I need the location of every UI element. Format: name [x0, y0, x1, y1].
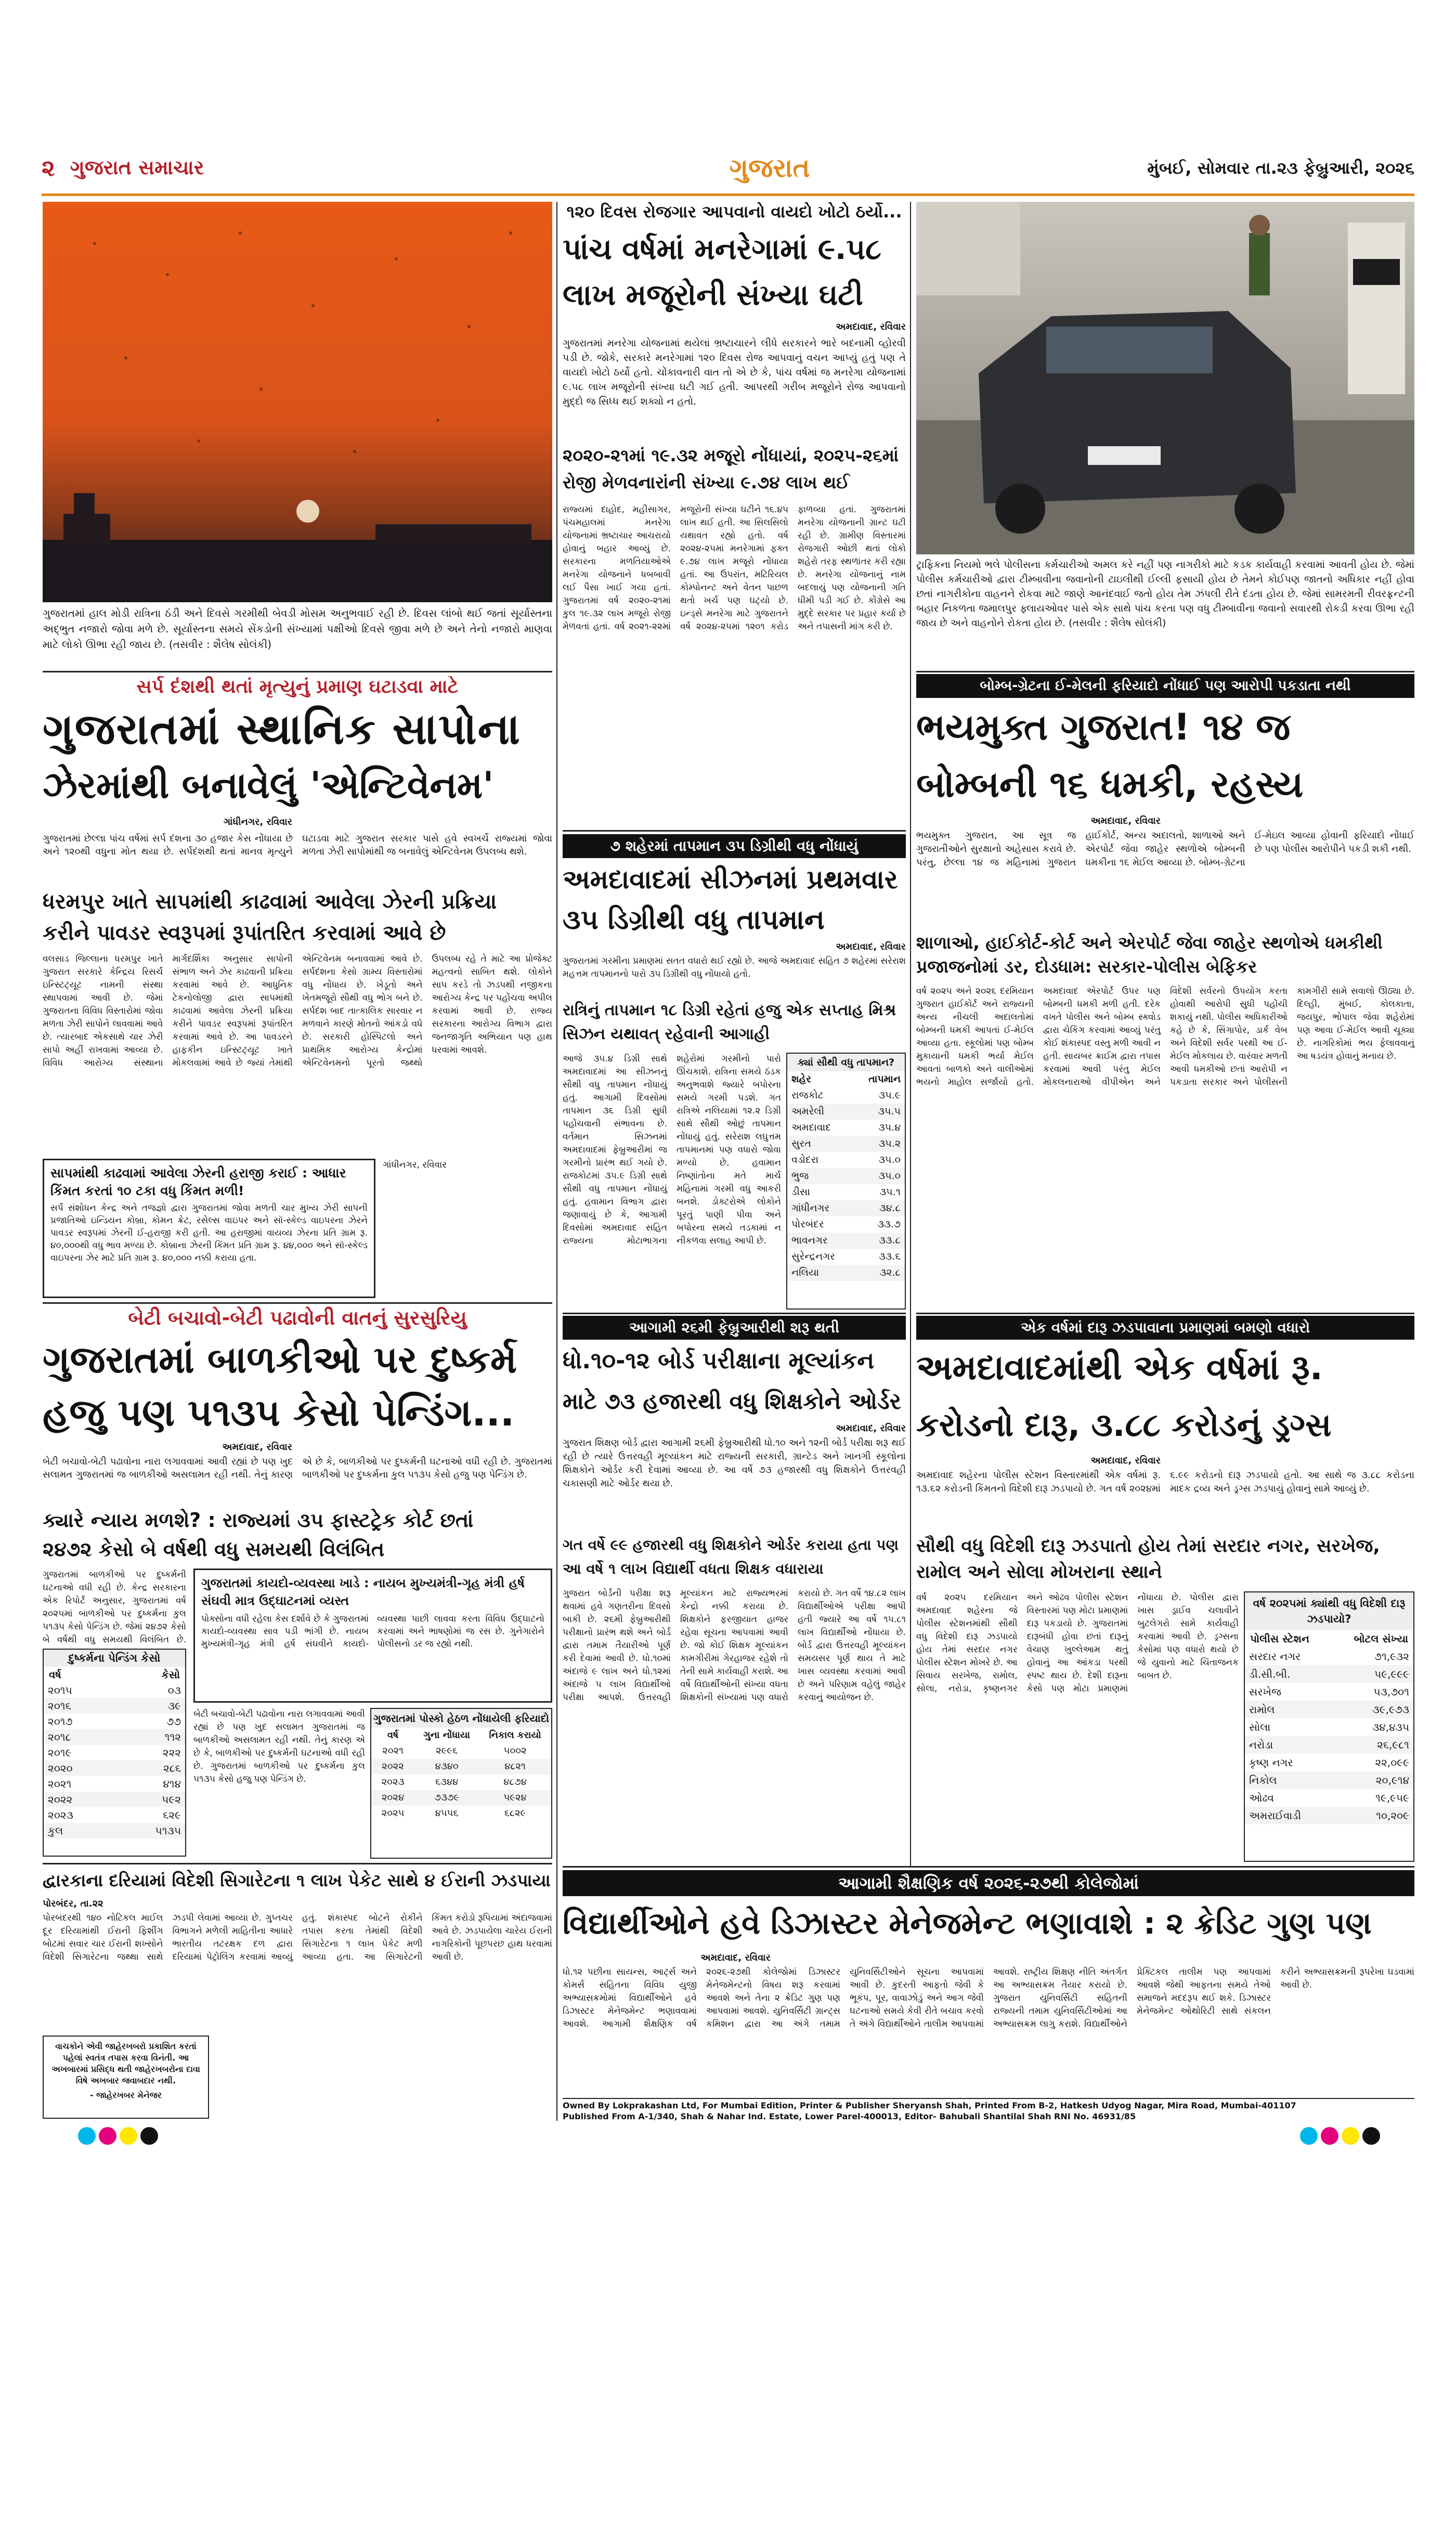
posco-row — [371, 1790, 551, 1806]
manrega-kicker: ૧૨૦ દિવસ રોજગાર આપવાનો વાયદો ખોટો ઠર્યો... — [566, 202, 902, 222]
daru-row — [1245, 1754, 1413, 1771]
pending-row-cell: ૫૯૨ — [162, 1793, 181, 1806]
section-label: ગુજરાત — [729, 153, 810, 183]
posco-row-cell: ૫૦૦૨ — [503, 1745, 527, 1756]
temp-row — [787, 1168, 905, 1184]
ad-notice-text: વાચકોને એવી જાહેરખબરો પ્રકાશિત કરતાં પહેલાં સ્વતંત્ર તપાસ કરવા વિનંતી. આ અખબારમાં પ્રસિદ્ધ થતી જાહેરખબરોના દાવા વિષે અખબાર જવાબદાર નથી. — [51, 2041, 200, 2085]
pending-row — [44, 1745, 185, 1760]
masthead — [42, 151, 1414, 192]
daru-row-cell: સોલા — [1249, 1721, 1271, 1733]
children-body: ગુજરાતમાં બાળકીઓ પર દુષ્કર્મની ઘટનાઓ વધી રહી છે. કેન્દ્ર સરકારના એક રિપોર્ટ અનુસાર, ગુજરાતમાં વર્ષ ૨૦૨૫માં બાળકીઓ પર દુષ્કર્મના કુલ ૫૧૩૫ કેસો પેન્ડિંગ છે. જેમાં ૨૪૭૨ કેસો બે વર્ષથી વધુ સમયથી વિલંબિત છે. — [43, 1570, 186, 1645]
temp-dateline: અમદાવાદ, રવિવાર — [836, 941, 906, 952]
temp-row — [787, 1104, 905, 1120]
exam-body: ગુજરાત બોર્ડની પરીક્ષા શરૂ થવામાં હવે ગણતરીના દિવસો બાકી છે. ૨૬મી ફેબ્રુઆરીથી પરીક્ષાનો પ્રારંભ થશે અને બોર્ડ દ્વારા તમામ તૈયારીઓ પૂર્ણ કરી દેવામાં આવી છે. ધો.૧૦માં અંદાજે ૯ લાખ અને ધો.૧૨માં અંદાજે ૫ લાખ વિદ્યાર્થીઓ પરીક્ષા આપશે. ઉત્તરવહી મૂલ્યાંકન માટે રાજ્યભરમાં કેન્દ્રો નક્કી કરાયા છે. શિક્ષકોને ફરજીયાત હાજર રહેવા સૂચના આપવામાં આવી છે. જો કોઈ શિક્ષક મૂલ્યાંકન કામગીરીમાં ગેરહાજર રહેશે તો તેની સામે કાર્યવાહી કરાશે. આ વર્ષે વિદ્યાર્થીઓની સંખ્યા વધતા શિક્ષકોની સંખ્યામાં પણ વધારો કરાયો છે. ગત વર્ષે ૧૪.૮૨ લાખ વિદ્યાર્થીઓએ પરીક્ષા આપી હતી જ્યારે આ વર્ષે ૧૫.૮૧ લાખ વિદ્યાર્થીઓ નોંધાયા છે. બોર્ડ દ્વારા ઉત્તરવહી મૂલ્યાંકન સમયસર પૂર્ણ થાય તે માટે ખાસ વ્યવસ્થા કરવામાં આવી છે અને પરિણામ વહેલું જાહેર કરવાનું આયોજન છે. — [563, 1588, 906, 1703]
temperature-table — [787, 1071, 905, 1281]
imprint-line-2: Published From A-1/340, Shah & Nahar Ind. Estate, Lower Parel-400013, Editor- Bahubali Shantilal Shah RNI No. 46931/85 — [563, 2111, 1136, 2121]
daru-row — [1245, 1789, 1413, 1807]
disaster-kicker: આગામી શૈક્ષણિક વર્ષ ૨૦૨૬-૨૭થી કોલેજોમાં — [563, 1870, 1414, 1896]
disaster-dateline: અમદાવાદ, રવિવાર — [700, 1952, 771, 1963]
temp-row-cell: ૩૪.૮ — [879, 1202, 901, 1214]
temp-body: આજે ૩૫.૪ ડિગ્રી સાથે અમદાવાદમાં આ સીઝનનું સૌથી વધુ તાપમાન નોંધાયું હતું. આગામી દિવસોમાં તાપમાન ૩૬ ડિગ્રી સુધી પહોંચવાની સંભાવના છે. વર્તમાન સિઝનમાં અમદાવાદમાં ફેબ્રુઆરીમાં જ ગરમીનો પ્રારંભ થઈ ગયો છે. રાજકોટમાં ૩૫.૯ ડિગ્રી સાથે સૌથી વધુ તાપમાન નોંધાયું હતું. હવામાન વિભાગ દ્વારા જણાવાયું છે કે, આગામી દિવસોમાં અમદાવાદ સહિત રાજ્યના મોટાભાગના શહેરોમાં ગરમીનો પારો ઊંચકાશે. રાત્રિના સમયે ઠંડક અનુભવાશે જ્યારે બપોરના સમયે ગરમી પડશે. ગત રાત્રિએ નલિયામાં ૧૨.૨ ડિગ્રી સાથે સૌથી ઓછું તાપમાન નોંધાયું હતું. સરેરાશ લઘુત્તમ તાપમાનમાં પણ વધારો જોવા મળ્યો છે. હવામાન નિષ્ણાંતોના મતે માર્ચ મહિનામાં ગરમી વધુ આકરી બનશે. ડોક્ટરોએ લોકોને પૂરતું પાણી પીવા અને બપોરના સમયે તડકામાં ન નીકળવા સલાહ આપી છે. — [563, 1054, 781, 1246]
children-lead: બેટી બચાવો-બેટી પઢાવોના નારા લગાવવામાં આવી રહ્યાં છે પણ ખુદ સલામત ગુજરાતમાં જ બાળકીઓ અસલામત રહી નથી. તેનું કારણ એ છે કે, બાળકીઓ પર દુષ્કર્મની ઘટનાઓ વધી રહી છે. ગુજરાતમાં બાળકીઓ પર દુષ્કર્મના કુલ ૫૧૩૫ કેસો હજુ પણ પેન્ડિંગ છે. — [43, 1456, 552, 1480]
posco-row — [371, 1774, 551, 1790]
posco-table — [371, 1728, 551, 1821]
posco-row-cell: ૭૩૭૯ — [434, 1792, 459, 1803]
temp-subhead: રાત્રિનું તાપમાન ૧૮ ડિગ્રી રહેતાં હજુ એક સપ્તાહ મિશ્ર સિઝન યથાવત્ રહેવાની આગાહી — [563, 1001, 896, 1043]
registration-mark — [99, 2127, 116, 2145]
posco-row-cell: ૨૦૨૪ — [381, 1792, 405, 1803]
dateline: મુંબઈ, સોમવાર તા.૨૩ ફેબ્રુઆરી, ૨૦૨૬ — [1147, 158, 1414, 178]
children-kicker: બેટી બચાવો-બેટી પઢાવોની વાતનું સુરસુરિયુ — [128, 1306, 467, 1329]
divider — [563, 1866, 1414, 1868]
imprint-line-1: Owned By Lokprakashan Ltd, For Mumbai Edition, Printer & Publisher Sheryansh Shah, Printed From B-2, Hatkesh Udyog Nagar, Mira Road, Mumbai-401107 — [563, 2101, 1296, 2110]
snake-headline-1: ગુજરાતમાં સ્થાનિક સાપોના — [43, 705, 521, 754]
daru-row-cell: કૃષ્ણ નગર — [1249, 1756, 1293, 1769]
daru-row-cell: નરોડા — [1249, 1739, 1273, 1751]
temp-row-cell: અમદાવાદ — [791, 1122, 831, 1133]
children-body-2: બેટી બચાવો-બેટી પઢાવોના નારા લગાવવામાં આવી રહ્યાં છે પણ ખુદ સલામત ગુજરાતમાં જ બાળકીઓ અસલામત રહી નથી. તેનું કારણ એ છે કે, બાળકીઓ પર દુષ્કર્મની ઘટનાઓ વધી રહી છે. ગુજરાતમાં બાળકીઓ પર દુષ્કર્મના કુલ ૫૧૩૫ કેસો હજુ પણ પેન્ડિંગ છે. — [193, 1709, 365, 1784]
posco-col-year: વર્ષ — [387, 1730, 399, 1741]
daru-row — [1245, 1736, 1413, 1754]
law-order-box — [193, 1569, 552, 1703]
pending-row-cell: ૨૦૨૦ — [48, 1762, 73, 1774]
pending-row — [44, 1714, 185, 1729]
posco-row-cell: ૬૮૨૯ — [504, 1808, 526, 1819]
venom-box-title: સાપમાંથી કાઢવામાં આવેલા ઝેરની હરાજી કરાઈ : આધાર કિંમત કરતાં ૧૦ ટકા વધુ કિંમત મળી! — [50, 1165, 346, 1198]
daru-row-cell: ૨૬,૯૮૧ — [1377, 1739, 1409, 1751]
pending-cases-table — [44, 1667, 185, 1838]
posco-title: ગુજરાતમાં પોસ્કો હેઠળ નોંધાયેલી ફરિયાદો — [371, 1709, 551, 1728]
disaster-body: ધો.૧૨ પછીના સાયન્સ, આર્ટ્સ અને કોમર્સ સહિતના વિવિધ યુજી અભ્યાસક્રમોમાં વિદ્યાર્થીઓને હવે ડિઝાસ્ટર મેનેજમેન્ટ ભણાવવામાં આવશે. આગામી શૈક્ષણિક વર્ષ ૨૦૨૬-૨૭થી કોલેજોમાં ડિઝાસ્ટર મેનેજમેન્ટનો વિષય શરૂ કરવામાં આવશે અને તેના ૨ ક્રેડિટ ગુણ પણ આપવામાં આવશે. યુનિવર્સિટી ગ્રાન્ટ્સ કમિશન દ્વારા આ અંગે તમામ યુનિવર્સિટીઓને સૂચના આપવામાં આવી છે. કુદરતી આફતો જેવી કે ભૂકંપ, પૂર, વાવાઝોડું અને આગ જેવી ઘટનાઓ સમયે કેવી રીતે બચાવ કરવો તે અંગે વિદ્યાર્થીઓને તાલીમ આપવામાં આવશે. રાષ્ટ્રીય શિક્ષણ નીતિ અંતર્ગત આ અભ્યાસક્રમ તૈયાર કરાયો છે. ગુજરાત યુનિવર્સિટી સહિતની રાજ્યની તમામ યુનિવર્સિટીઓમાં આ અભ્યાસક્રમ લાગુ કરાશે. વિદ્યાર્થીઓને પ્રેક્ટિકલ તાલીમ પણ આપવામાં આવશે જેથી આફતના સમયે તેઓ સમાજને મદદરૂપ થઈ શકે. ડિઝાસ્ટર મેનેજમેન્ટ ઓથોરિટી સાથે સંકલન કરીને અભ્યાસક્રમની રૂપરેખા ઘડવામાં આવી છે. — [563, 1967, 1414, 2029]
bomb-lead: ભયમુક્ત ગુજરાત, આ સૂત્ર જ ગુજરાતીઓને સુરક્ષાનો અહેસાસ કરાવે છે. પરંતુ, છેલ્લા ૧૪ જ મહિનામાં ગુજરાત હાઈકોર્ટ, અન્ય અદાલતો, શાળાઓ અને એરપોર્ટ જેવા જાહેર સ્થળોએ બોમ્બની ધમકીના ૧૬ મેઈલ આવ્યા છે. બોમ્બ-ગ્રેટના ઈ-મેઇલ આવ્યા હોવાની ફરિયાદો નોંધાઈ છે પણ પોલીસ આરોપીને પકડી શકી નથી. — [916, 830, 1414, 868]
temp-row-cell: ૩૫.૦ — [878, 1154, 901, 1165]
temp-row — [787, 1120, 905, 1136]
bomb-body: વર્ષ ૨૦૨૫ અને ૨૦૨૬ દરમિયાન ગુજરાત હાઈકોર્ટ અને રાજ્યની અન્ય નીચલી અદાલતોમાં બોમ્બની ધમકી આપતાં ઈ-મેઈલ આવ્યા હતા. સ્કૂલોમાં પણ બોમ્બ મુકાયાની ધમકી ભર્યા મેઈલ આવતાં બાળકો અને વાલીઓમાં ભયનો માહોલ સર્જાયો હતો. અમદાવાદ એરપોર્ટ ઉપર પણ બોમ્બની ધમકી મળી હતી. દરેક વખતે પોલીસ અને બોમ્બ સ્ક્વોડ દ્વારા ચેકિંગ કરવામાં આવ્યું પરંતુ કોઈ શંકાસ્પદ વસ્તુ મળી આવી ન હતી. સાયબર ક્રાઈમ દ્વારા તપાસ કરવામાં આવી પરંતુ મેઈલ મોકલનારાઓ વીપીએન અને વિદેશી સર્વરનો ઉપયોગ કરતા હોવાથી આરોપી સુધી પહોંચી શકાયું નથી. પોલીસ અધિકારીઓ કહે છે કે, સિંગાપોર, ડાર્ક વેબ અને વિદેશી સર્વર પરથી આ ઈ-મેઈલ મોકલાય છે. વારંવાર મળતી આવી ધમકીઓ છતાં આરોપી ન પકડાતા સરકાર અને પોલીસની કામગીરી સામે સવાલો ઊઠ્યા છે. દિલ્હી, મુંબઈ, કોલકાતા, જયપુર, ભોપાલ જેવા શહેરોમાં પણ આવા ઈ-મેઈલ આવી ચૂક્યા છે. નાગરિકોમાં ભય ફેલાવવાનું આ ષડયંત્ર હોવાનું મનાય છે. — [916, 986, 1414, 1087]
posco-row-cell: ૨૦૨૫ — [381, 1808, 405, 1819]
pending-title: દુષ્કર્મના પેન્ડિંગ કેસો — [44, 1650, 185, 1667]
snake-headline-2: ઝેરમાંથી બનાવેલું 'એન્ટિવેનમ' — [43, 764, 494, 807]
pending-row-cell: ૭૭ — [166, 1715, 181, 1728]
snake-lead: ગુજરાતમાં છેલ્લા પાંચ વર્ષમાં સર્પ દંશના ૩૦ હજાર કેસ નોંધાયા છે અને ૧૨૦થી વધુના મોત થયા છે. સર્પદંશથી થતાં માનવ મૃત્યુને ઘટાડવા માટે ગુજરાત સરકાર પાસે હવે સ્વખર્ચે રાજ્યમાં જોવા મળતા ઝેરી સાપોમાંથી જ બનાવેલું એન્ટિવેનમ ઉપલબ્ધ થશે. — [43, 833, 552, 857]
divider — [43, 1302, 552, 1304]
posco-row-cell: ૪૩૪૦ — [435, 1761, 459, 1772]
temp-row-cell: ગાંધીનગર — [791, 1202, 830, 1214]
exam-dateline: અમદાવાદ, રવિવાર — [836, 1423, 906, 1434]
daru-table-box — [1244, 1591, 1414, 1862]
manrega-dateline: અમદાવાદ, રવિવાર — [836, 321, 906, 332]
daru-subhead: સૌથી વધુ વિદેશી દારૂ ઝડપાતો હોય તેમાં સરદાર નગર, સરખેજ, રામોલ અને સોલા મોખરાના સ્થાને — [916, 1536, 1380, 1583]
snake-kicker: સર્પ દંશથી થતાં મૃત્યુનું પ્રમાણ ઘટાડવા માટે — [136, 676, 459, 697]
temp-headline-1: અમદાવાદમાં સીઝનમાં પ્રથમવાર — [563, 864, 898, 895]
pending-row-cell: ૫૧૩૫ — [155, 1824, 181, 1837]
daru-table-title: વર્ષ ૨૦૨૫માં ક્યાંથી વધુ વિદેશી દારૂ ઝડપાયો? — [1245, 1592, 1413, 1630]
posco-row-cell: ૪૫૫૬ — [435, 1808, 459, 1819]
bomb-subhead: શાળાઓ, હાઈકોર્ટ-કોર્ટ અને એરપોર્ટ જેવા જાહેર સ્થળોએ ધમકીથી પ્રજાજનોમાં ડર, દોડધામ: સરકાર-પોલીસ બેફિકર — [916, 932, 1383, 977]
exam-kicker: આગામી ૨૬મી ફેબ્રુઆરીથી શરૂ થતી — [563, 1316, 906, 1340]
daru-col-station: પોલીસ સ્ટેશન — [1250, 1632, 1309, 1645]
disaster-headline: વિદ્યાર્થીઓને હવે ડિઝાસ્ટર મેનેજમેન્ટ ભણાવાશે : ૨ ક્રેડિટ ગુણ પણ — [563, 1906, 1372, 1941]
temp-headline-2: ૩૫ ડિગ્રીથી વધુ તાપમાન — [563, 904, 825, 936]
exam-headline-1: ધો.૧૦-૧૨ બોર્ડ પરીક્ષાના મૂલ્યાંકન — [563, 1347, 875, 1374]
daru-row — [1245, 1683, 1413, 1701]
daru-row-cell: ડી.સી.બી. — [1249, 1668, 1291, 1680]
daru-row-cell: ૫૯,૯૯૯ — [1374, 1668, 1409, 1680]
pending-row-cell: ૨૦૧૫ — [48, 1684, 72, 1696]
temp-table-title: ક્યાં સૌથી વધુ તાપમાન? — [787, 1054, 905, 1071]
law-box-title: ગુજરાતમાં કાયદો-વ્યવસ્થા ખાડે : નાયબ મુખ્યમંત્રી-ગૃહ મંત્રી હર્ષ સંઘવી માત્ર ઉદ્ઘાટનમાં વ્યસ્ત — [201, 1576, 525, 1608]
imprint — [563, 2098, 1414, 2121]
divider — [43, 671, 552, 672]
daru-row — [1245, 1771, 1413, 1789]
pending-row — [44, 1682, 185, 1698]
daru-row — [1245, 1648, 1413, 1665]
children-dateline: અમદાવાદ, રવિવાર — [222, 1442, 292, 1453]
daru-row-cell: ૨૨,૦૯૯ — [1375, 1756, 1409, 1769]
temp-row-cell: ૩૫.૨ — [878, 1138, 901, 1149]
pending-row-cell: ૨૦૧૭ — [48, 1715, 73, 1728]
daru-row-cell: ૩૯,૯૭૩ — [1372, 1703, 1409, 1716]
registration-mark — [120, 2127, 137, 2145]
ad-notice-box — [43, 2036, 209, 2119]
pending-row — [44, 1698, 185, 1714]
car-photo-caption: ટ્રાફિકના નિયમો ભલે પોલીસના કર્મચારીઓ અમલ કરે નહીં પણ નાગરીકો માટે કડક કાર્યવાહી કરવામાં આવતી હોય છે. જેમાં પોલીસ કર્મચારીઓ દ્વારા ટીમ્બાવીના જવાનોની ટાઇલીથી ઈલ્લી ફસાયી હોય છે તેમને કોઈપણ જાતનો અધિકાર નહીં હોવા છતાં નાગરીકોના વાહનને રોકવા માટે જાણે આનંદવાઈ જતો હોય તેમ ઝંપલી રીતે દંડતા હોય છે. જેમાં સામરમતી રીવરફ્રન્ટની બહાર નિકળતા જમાલપુર ફ્લાયઓવર પાસે એક સાથે પાંચ કરતા પણ વધુ ટીમ્બાવીના જવાનો સવારથી રોકડી કરવા ઊભા રહી જાય છે અને વાહનોને રોકતા હોય છે. (તસવીર : શૈલેષ સોલંકી) — [916, 559, 1414, 629]
divider — [563, 1313, 906, 1314]
pending-col-year: વર્ષ — [49, 1668, 61, 1681]
posco-col-registered: ગુના નોંધાયા — [423, 1730, 470, 1741]
temp-col-city: શહેર — [791, 1073, 811, 1085]
temp-row-cell: ડીસા — [791, 1186, 810, 1198]
daru-col-bottles: બોટલ સંખ્યા — [1354, 1632, 1408, 1645]
daru-headline-2: કરોડનો દારૂ, ૩.૮૮ કરોડનું ડ્રગ્સ — [916, 1406, 1332, 1444]
sunset-photo-caption: ગુજરાતમાં હાલ મોડી રાત્રિના ઠંડી અને દિવસે ગરમીથી બેવડી મોસમ અનુભવાઈ રહી છે. દિવસ લાંબો થઈ જતાં સૂર્યાસ્તના અદ્ભુત નજારો જોવા મળે છે. સૂર્યાસ્તના સમયે સેંકડોની સંખ્યામાં પક્ષીઓ દિવસે જીવા મળે છે અને તેનો નજારો માણવા માટે લોકો ઊભા રહી જાય છે. (તસવીર : શૈલેષ સોલંકી) — [43, 607, 552, 651]
pending-row-cell: ૪૧૪ — [163, 1778, 181, 1790]
temp-row — [787, 1265, 905, 1281]
daru-row — [1245, 1701, 1413, 1718]
temp-lead: ગુજરાતમાં ગરમીના પ્રમાણમાં સતત વધારો થઈ રહ્યો છે. આજે અમદાવાદ સહિત ૭ શહેરમાં સરેરાશ મહત્તમ તાપમાનનો પારો ૩૫ ડિગ્રીથી વધુ નોંધાયો હતો. — [563, 956, 906, 979]
daru-row — [1245, 1665, 1413, 1683]
posco-box — [370, 1708, 552, 1859]
pending-row — [44, 1760, 185, 1776]
sunset-birds-photo — [43, 202, 552, 602]
children-subhead-2: ૨૪૭૨ કેસો બે વર્ષથી વધુ સમયથી વિલંબિત — [43, 1538, 385, 1561]
pending-row-cell: ૨૦૧૯ — [48, 1746, 72, 1759]
pending-row-cell: ૧૧૨ — [164, 1731, 181, 1743]
temp-row-cell: ૩૨.૮ — [879, 1267, 901, 1278]
temp-row — [787, 1216, 905, 1233]
registration-mark — [1321, 2127, 1338, 2145]
daru-headline-1: અમદાવાદમાંથી એક વર્ષમાં રૂ. — [916, 1347, 1323, 1388]
ad-notice-signature: - જાહેરખબર મેનેજર — [89, 2090, 162, 2100]
paper-name: ગુજરાત સમાચાર — [70, 156, 204, 179]
temp-row — [787, 1087, 905, 1104]
daru-row-cell: ઓઢવ — [1249, 1792, 1274, 1804]
temp-row — [787, 1249, 905, 1265]
bomb-kicker: બોમ્બ-ગ્રેટના ઈ-મેલની ફરિયાદો નોંધાઈ પણ આરોપી પકડાતા નથી — [916, 674, 1414, 698]
pending-row-cell: ૨૮૬ — [163, 1762, 181, 1774]
posco-row — [371, 1806, 551, 1821]
sunset-photo-art — [43, 202, 552, 602]
children-headline-1: ગુજરાતમાં બાળકીઓ પર દુષ્કર્મ — [43, 1338, 517, 1381]
pending-row-cell: ૨૦૨૨ — [48, 1793, 73, 1806]
bomb-headline-1: ભયમુક્ત ગુજરાત! ૧૪ જ — [916, 706, 1291, 748]
pending-row-cell: ૩૯ — [167, 1700, 181, 1712]
temp-row-cell: સુરેન્દ્રનગર — [791, 1251, 835, 1262]
temp-kicker: ૭ શહેરમાં તાપમાન ૩૫ ડિગ્રીથી વધુ નોંધાયું — [563, 834, 906, 858]
temp-row-cell: ૩૩.૮ — [879, 1235, 901, 1246]
pending-row-cell: ૨૦૧૮ — [48, 1731, 71, 1743]
temp-row-cell: ૩૫.૦ — [878, 1170, 901, 1182]
registration-mark — [140, 2127, 158, 2145]
temp-row-cell: ૩૩.૭ — [877, 1219, 901, 1230]
pending-row-cell: ૦૩ — [167, 1684, 181, 1696]
daru-row-cell: ૧૯,૯૫૯ — [1375, 1792, 1409, 1804]
manrega-headline-1: પાંચ વર્ષમાં મનરેગામાં ૯.૫૮ — [563, 232, 881, 266]
posco-row-cell: ૪૮૭૪ — [503, 1777, 527, 1787]
posco-row-cell: ૨૦૨૧ — [382, 1745, 404, 1756]
pending-row-cell: ૨૦૧૬ — [48, 1700, 71, 1712]
daru-kicker: એક વર્ષમાં દારૂ ઝડપાવાના પ્રમાણમાં બમણો વધારો — [916, 1316, 1414, 1340]
pending-row — [44, 1823, 185, 1838]
daru-row-cell: ૩૪,૪૩૫ — [1372, 1721, 1409, 1733]
children-headline-2: હજુ પણ ૫૧૩૫ કેસો પેન્ડિંગ... — [43, 1391, 515, 1434]
posco-row-cell: ૨૦૨૩ — [381, 1777, 405, 1787]
exam-headline-2: માટે ૭૩ હજારથી વધુ શિક્ષકોને ઓર્ડર — [563, 1389, 901, 1415]
column-divider — [556, 202, 557, 2121]
venom-auction-box — [43, 1159, 375, 1298]
registration-mark — [1342, 2127, 1359, 2145]
temp-row-cell: સુરત — [791, 1138, 811, 1149]
posco-row — [371, 1759, 551, 1774]
divider — [563, 830, 906, 832]
temp-row-cell: રાજકોટ — [791, 1090, 824, 1101]
snake-dateline: ગાંધીનગર, રવિવાર — [224, 817, 292, 827]
car-traffic-photo — [916, 202, 1414, 554]
column-divider — [910, 202, 911, 1866]
pending-row — [44, 1807, 185, 1823]
pending-row — [44, 1776, 185, 1792]
snake-subhead-2: કરીને પાવડર સ્વરૂપમાં રૂપાંતરિત કરવામાં આવે છે — [43, 921, 446, 945]
temp-row-cell: ૩૫.૪ — [878, 1122, 901, 1133]
pending-row-cell: કુલ — [48, 1824, 63, 1837]
daru-row — [1245, 1807, 1413, 1824]
posco-row — [371, 1743, 551, 1759]
pending-row-cell: ૨૦૨૧ — [48, 1778, 72, 1790]
posco-row-cell: ૫૯૨૪ — [503, 1792, 527, 1803]
daru-table — [1245, 1630, 1413, 1824]
daru-row-cell: ૧૦,૨૦૯ — [1376, 1809, 1409, 1822]
posco-row-cell: ૬૩૪૪ — [435, 1777, 459, 1787]
temp-row-cell: ભાવનગર — [791, 1235, 828, 1246]
temp-row-cell: ૩૫.૯ — [878, 1090, 901, 1101]
divider — [916, 671, 1414, 672]
dwarka-headline: દ્વારકાના દરિયામાં વિદેશી સિગારેટના ૧ લાખ પેકેટ સાથે ૪ ઈરાની ઝડપાયા — [43, 1870, 551, 1890]
pending-row-cell: ૨૨૨ — [162, 1746, 181, 1759]
manrega-subhead: ૨૦૨૦-૨૧માં ૧૯.૩૨ મજૂરો નોંધાયાં, ૨૦૨૫-૨૬માં રોજી મેળવનારાંની સંખ્યા ૯.૭૪ લાખ થઈ — [563, 445, 899, 493]
temp-row-cell: ૩૫.૧ — [879, 1186, 901, 1198]
manrega-lead: ગુજરાતમાં મનરેગા યોજનામાં થયેલાં ભ્રષ્ટાચારને લીધે સરકારને ભારે બદનામી વ્હોરવી પડી છે. જોકે, સરકારે મનરેગામાં ૧૨૦ દિવસ રોજ આપવાનું વચન આપ્યું હતું પણ તે વાયદો ખોટો ઠર્યો હતો. ચોંકાવનારી વાત તો એ છે કે, પાંચ વર્ષમાં જ મનરેગા યોજનામાં ૯.૫૮ લાખ મજૂરોની સંખ્યા ઘટી ગઈ હતી. આપરથી ગરીબ મજૂરોને રોજ આપવાનો મુદ્દો જ સિધ્ધ થઈ શક્યો ન હતો. — [563, 338, 906, 407]
temp-col-value: તાપમાન — [868, 1073, 901, 1085]
daru-row-cell: સરખેજ — [1249, 1686, 1281, 1698]
daru-row-cell: ૭૧,૯૩૨ — [1374, 1650, 1409, 1663]
manrega-headline-2: લાખ મજૂરોની સંખ્યા ઘટી — [563, 278, 863, 312]
posco-row-cell: ૨૦૨૨ — [382, 1761, 404, 1772]
pending-col-cases: કેસો — [161, 1668, 180, 1681]
temp-row-cell: ૩૩.૬ — [879, 1251, 901, 1262]
pending-row — [44, 1729, 185, 1745]
temp-row — [787, 1233, 905, 1249]
daru-row-cell: ૫૩,૭૦૧ — [1373, 1686, 1409, 1698]
temp-row — [787, 1152, 905, 1168]
daru-dateline: અમદાવાદ, રવિવાર — [1090, 1455, 1161, 1466]
manrega-body: રાજ્યમાં દાહોદ, મહીસાગર, પંચમહાલમાં મનરેગા યોજનામાં ભ્રષ્ટાચાર આચરાયો હોવાનું બહાર આવ્યું છે. સરકારના મળતિયાઓએ મનરેગા યોજનાને ધબબાવી લઈ પૈસા ખાઈ ગયા હતાં. ગુજરાતમાં વર્ષ ૨૦૨૦-૨૧માં કુલ ૧૯.૩૨ લાખ મજૂરો રોજી મેળવતાં હતાં. વર્ષ ૨૦૨૧-૨૨માં મજૂરોની સંખ્યા ઘટીને ૧૬.૪૫ લાખ થઈ હતી. આ સિલસિલો યથાવત રહ્યો હતો. વર્ષ ૨૦૨૪-૨૫માં મનરેગામાં ફક્ત ૯.૭૪ લાખ મજૂરો નોંધાયા હતાં. આ ઉપરાંત, મટિરિયલ કોમ્પોનન્ટ અને વેતન પાછળ થતો ખર્ચ પણ ઘટ્યો છે. ઇન્ડ્સે મનરેગા માટે ગુજરાતને વર્ષ ૨૦૨૪-૨૫માં ૧૨૦૧ કરોડ ફાળવ્યા હતાં. ગુજરાતમાં મનરેગા યોજનાની ગ્રાન્ટ ઘટી રહી છે. ગ્રામીણ વિસ્તારમાં રોજગારી ઓછી થતાં લોકો શહેરો તરફ સ્થળાંતર કરી રહ્યા છે. મનરેગા યોજનાનું નામ બદલાયું પણ યોજનાની ગતિ ધીમી પડી ગઈ છે. કોંગ્રેસે આ મુદ્દે સરકાર પર પ્રહાર કર્યા છે અને તપાસની માંગ કરી છે. — [563, 504, 906, 632]
daru-lead: અમદાવાદ શહેરના પોલીસ સ્ટેશન વિસ્તારમાંથી એક વર્ષમાં રૂ. ૧૩.૬૨ કરોડની કિંમતનો વિદેશી દારૂ ઝડપાયો છે. ગત વર્ષ ૨૦૨૪માં ૬.૯૯ કરોડનો દારૂ ઝડપાયો હતો. આ સાથે જ ૩.૮૮ કરોડના માદક દ્રવ્ય અને ડ્રગ્સ ઝડપાયું હોવાનું સામે આવ્યું છે. — [916, 1470, 1414, 1494]
masthead-rule — [42, 193, 1414, 196]
registration-mark — [1300, 2127, 1318, 2145]
dwarka-dateline: પોરબંદર, તા.૨૨ — [43, 1898, 103, 1909]
temp-row-cell: પોરબંદર — [791, 1219, 824, 1230]
pending-cases-box — [43, 1649, 186, 1857]
exam-lead: ગુજરાત શિક્ષણ બોર્ડ દ્વારા આગામી ૨૬મી ફેબ્રુઆરીથી ધો.૧૦ અને ૧૨ની બોર્ડ પરીક્ષા શરૂ થઈ રહી છે ત્યારે ઉત્તરવહી મૂલ્યાંકન માટે રાજ્યની સરકારી, ગ્રાન્ટેડ અને ખાનગી સ્કૂલોના શિક્ષકોને ઓર્ડર કરી દેવામાં આવ્યા છે. આ વર્ષે ૭૩ હજારથી વધુ શિક્ષકોને ઉત્તરવહી ચકાસણી માટે ઓર્ડર થયા છે. — [563, 1437, 906, 1489]
car-photo-art — [916, 202, 1414, 554]
registration-mark — [78, 2127, 96, 2145]
divider — [43, 1863, 552, 1864]
daru-row-cell: નિકોલ — [1249, 1774, 1277, 1786]
divider — [916, 1313, 1414, 1314]
daru-row-cell: સરદાર નગર — [1249, 1650, 1301, 1663]
bomb-dateline: અમદાવાદ, રવિવાર — [1090, 815, 1161, 826]
bomb-headline-2: બોમ્બની ૧૬ ધમકી, રહસ્ય — [916, 763, 1304, 806]
daru-body: વર્ષ ૨૦૨૫ દરમિયાન અમદાવાદ શહેરના જે પોલીસ સ્ટેશનમાંથી સૌથી વધુ વિદેશી દારૂ ઝડપાયો હોય તેમાં સરદાર નગર પોલીસ સ્ટેશન મોખરે છે. આ સિવાય સરખેજ, રામોલ, સોલા, નરોડા, કૃષ્ણનગર અને ઓઢવ પોલીસ સ્ટેશન વિસ્તારમાં પણ મોટા પ્રમાણમાં દારૂ પકડાયો છે. ગુજરાતમાં દારૂબંધી હોવા છતાં દારૂનું વેચાણ ખુલ્લેઆમ થતું હોવાનું આ આંકડા પરથી સ્પષ્ટ થાય છે. દેશી દારૂના કેસો પણ મોટા પ્રમાણમાં નોંધાયા છે. પોલીસ દ્વારા ખાસ ડ્રાઈવ ચલાવીને બુટલેગરો સામે કાર્યવાહી કરવામાં આવી છે. ડ્રગ્સના કેસોમાં પણ વધારો થયો છે જે યુવાનો માટે ચિંતાજનક બાબત છે. — [916, 1592, 1239, 1694]
posco-row-cell: ૪૮૨૧ — [504, 1761, 526, 1772]
pending-row — [44, 1792, 185, 1807]
pending-row-cell: ૬૨૯ — [163, 1809, 181, 1821]
snake-body-tail: ગાંધીનગર, રવિવાર — [383, 1160, 447, 1170]
temp-row — [787, 1200, 905, 1216]
snake-body-cont — [383, 1159, 552, 1298]
temp-row-cell: ૩૫.૫ — [878, 1106, 901, 1117]
dwarka-body: પોરબંદરથી ૧૪૦ નોટિકલ માઈલ દૂર દરિયામાંથી ઈરાની ફિશીંગ બોટમાં સવાર ચાર ઈરાની શખ્સોને વિદેશી સિગારેટના જથ્થા સાથે ઝડપી લેવામાં આવ્યા છે. ગુપ્તચર વિભાગને મળેલી માહિતીના આધારે ભારતીય તટરક્ષક દળ દ્વારા દરિયામાં પેટ્રોલિંગ કરવામાં આવ્યું હતું. શંકાસ્પદ બોટને રોકીને તપાસ કરતા તેમાંથી વિદેશી સિગારેટના ૧ લાખ પેકેટ મળી આવ્યા હતા. આ સિગારેટની કિંમત કરોડો રૂપિયામાં અંદાજવામાં આવે છે. ઝડપાયેલા ચારેય ઈરાની નાગરિકોની પૂછપરછ હાથ ધરવામાં આવી છે. — [43, 1913, 552, 1962]
temp-row-cell: વડોદરા — [791, 1154, 819, 1165]
pending-row-cell: ૨૦૨૩ — [48, 1809, 73, 1821]
snake-body: વલસાડ જિલ્લાના ધરમપુર ખાતે ગુજરાત સરકારે કેન્દ્રિય રિસર્ચ ઇન્સ્ટિટ્યૂટ નામની સંસ્થા સ્થાપવામાં આવી છે. જેમાં ગુજરાતના વિવિધ વિસ્તારોમાં જોવા મળતા ઝેરી સાપોને લાવવામાં આવે છે. ત્યારબાદ એકસાથે ચાર ઝેરી સાપો અહીં રાખવામાં આવ્યા છે. વિવિધ આરોગ્ય સંસ્થાના માર્ગદર્શિકા અનુસાર સાપોની સંભાળ અને ઝેર કાઢવાની પ્રક્રિયા કરવામાં આવે છે. આધુનિક ટેકનોલોજી દ્વારા સાપમાંથી કાઢવામાં આવેલા ઝેરની પ્રક્રિયા કરીને પાવડર સ્વરૂપમાં રૂપાંતરિત કરવામાં આવે છે. આ પાવડરને હાફકીન ઇન્સ્ટિટ્યૂટ ખાતે મોકલવામાં આવે છે જ્યાં તેમાંથી એન્ટિવેનમ બનાવવામાં આવે છે. સર્પદંશના કેસો ગ્રામ્ય વિસ્તારોમાં વધુ નોંધાય છે. ખેડૂતો અને ખેતમજૂરો સૌથી વધુ ભોગ બને છે. સર્પદંશ બાદ તાત્કાલિક સારવાર ન મળવાને કારણે મોતનો આંકડો વધે છે. સરકારી હોસ્પિટલો અને પ્રાથમિક આરોગ્ય કેન્દ્રોમાં એન્ટિવેનમનો પૂરતો જથ્થો ઉપલબ્ધ રહે તે માટે આ પ્રોજેક્ટ મહત્વનો સાબિત થશે. લોકોને સાપ કરડે તો ઝડપથી નજીકના આરોગ્ય કેન્દ્ર પર પહોંચવા અપીલ કરવામાં આવી છે. રાજ્ય સરકારના આરોગ્ય વિભાગ દ્વારા જનજાગૃતિ અભિયાન પણ હાથ ધરવામાં આવશે. — [43, 954, 552, 1068]
venom-box-body: સર્પ સંશોધન કેન્દ્ર અને તજજ્ઞો દ્વારા ગુજરાતમાં જોવા મળતી ચાર મુખ્ય ઝેરી સાપની પ્રજાતિઓ ઇન્ડિયન કોબ્રા, કોમન ક્રેટ, રસેલ્સ વાઇપર અને સૉ-સ્કેલ્ડ વાઇપરના ઝેરને પાવડર સ્વરૂપમાં ઝેરની ઈ-હરાજી કરી હતી. આ હરાજીમાં વાયવ્ય ઝેરના પ્રતિ ગ્રામ રૂ. ૪૦,૦૦૦થી વધુ ભાવ મળ્યા છે. કોબ્રાના ઝેરની કિંમત પ્રતિ ગ્રામ રૂ. ૪૪,૦૦૦ અને સૉ-સ્કેલ્ડ વાઇપરના ઝેર માટે પ્રતિ ગ્રામ રૂ. ૪૦,૦૦૦ નક્કી કરાયા હતા. — [50, 1203, 368, 1263]
temp-row-cell: ભુજ — [791, 1170, 809, 1182]
temp-row — [787, 1136, 905, 1152]
registration-mark — [1362, 2127, 1380, 2145]
children-subhead-1: ક્યારે ન્યાય મળશે? : રાજ્યમાં ૩૫ ફાસ્ટટ્રેક કોર્ટ છતાં — [43, 1509, 474, 1532]
page-number: ૨ — [42, 155, 55, 182]
temp-row — [787, 1184, 905, 1200]
temp-row-cell: અમરેલી — [791, 1106, 825, 1117]
exam-subhead: ગત વર્ષે ૯૯ હજારથી વધુ શિક્ષકોને ઓર્ડર કરાયા હતા પણ આ વર્ષે ૧ લાખ વિદ્યાર્થી વધતા શિક્ષક વધારાયા — [563, 1536, 899, 1577]
daru-row — [1245, 1718, 1413, 1736]
temp-row-cell: નલિયા — [791, 1267, 820, 1278]
snake-subhead-1: ધરમપુર ખાતે સાપમાંથી કાઢવામાં આવેલા ઝેરની પ્રક્રિયા — [43, 890, 497, 914]
posco-col-disposed: નિકાલ કરાયો — [489, 1730, 541, 1741]
posco-row-cell: ૨૯૯૬ — [436, 1745, 458, 1756]
daru-row-cell: રામોલ — [1249, 1703, 1275, 1716]
daru-row-cell: ૨૦,૯૧૪ — [1375, 1774, 1409, 1786]
law-box-body: પોક્સોના વધી રહેલા કેસ દર્શાવે છે કે ગુજરાતમાં કાયદો-વ્યવસ્થા સાવ પડી ભાંગી છે. નાયબ મુખ્યમંત્રી-ગૃહ મંત્રી હર્ષ સંઘવીને કાયદો-વ્યવસ્થા પાછી લાવવા કરતા વિવિધ ઉદ્ઘાટનો કરવામાં અને ભાષણોમાં જ રસ છે. ગુનેગારોને પોલીસનો ડર જ રહ્યો નથી. — [201, 1614, 544, 1649]
temperature-table-box — [786, 1053, 906, 1310]
daru-row-cell: અમરાઈવાડી — [1249, 1809, 1301, 1822]
